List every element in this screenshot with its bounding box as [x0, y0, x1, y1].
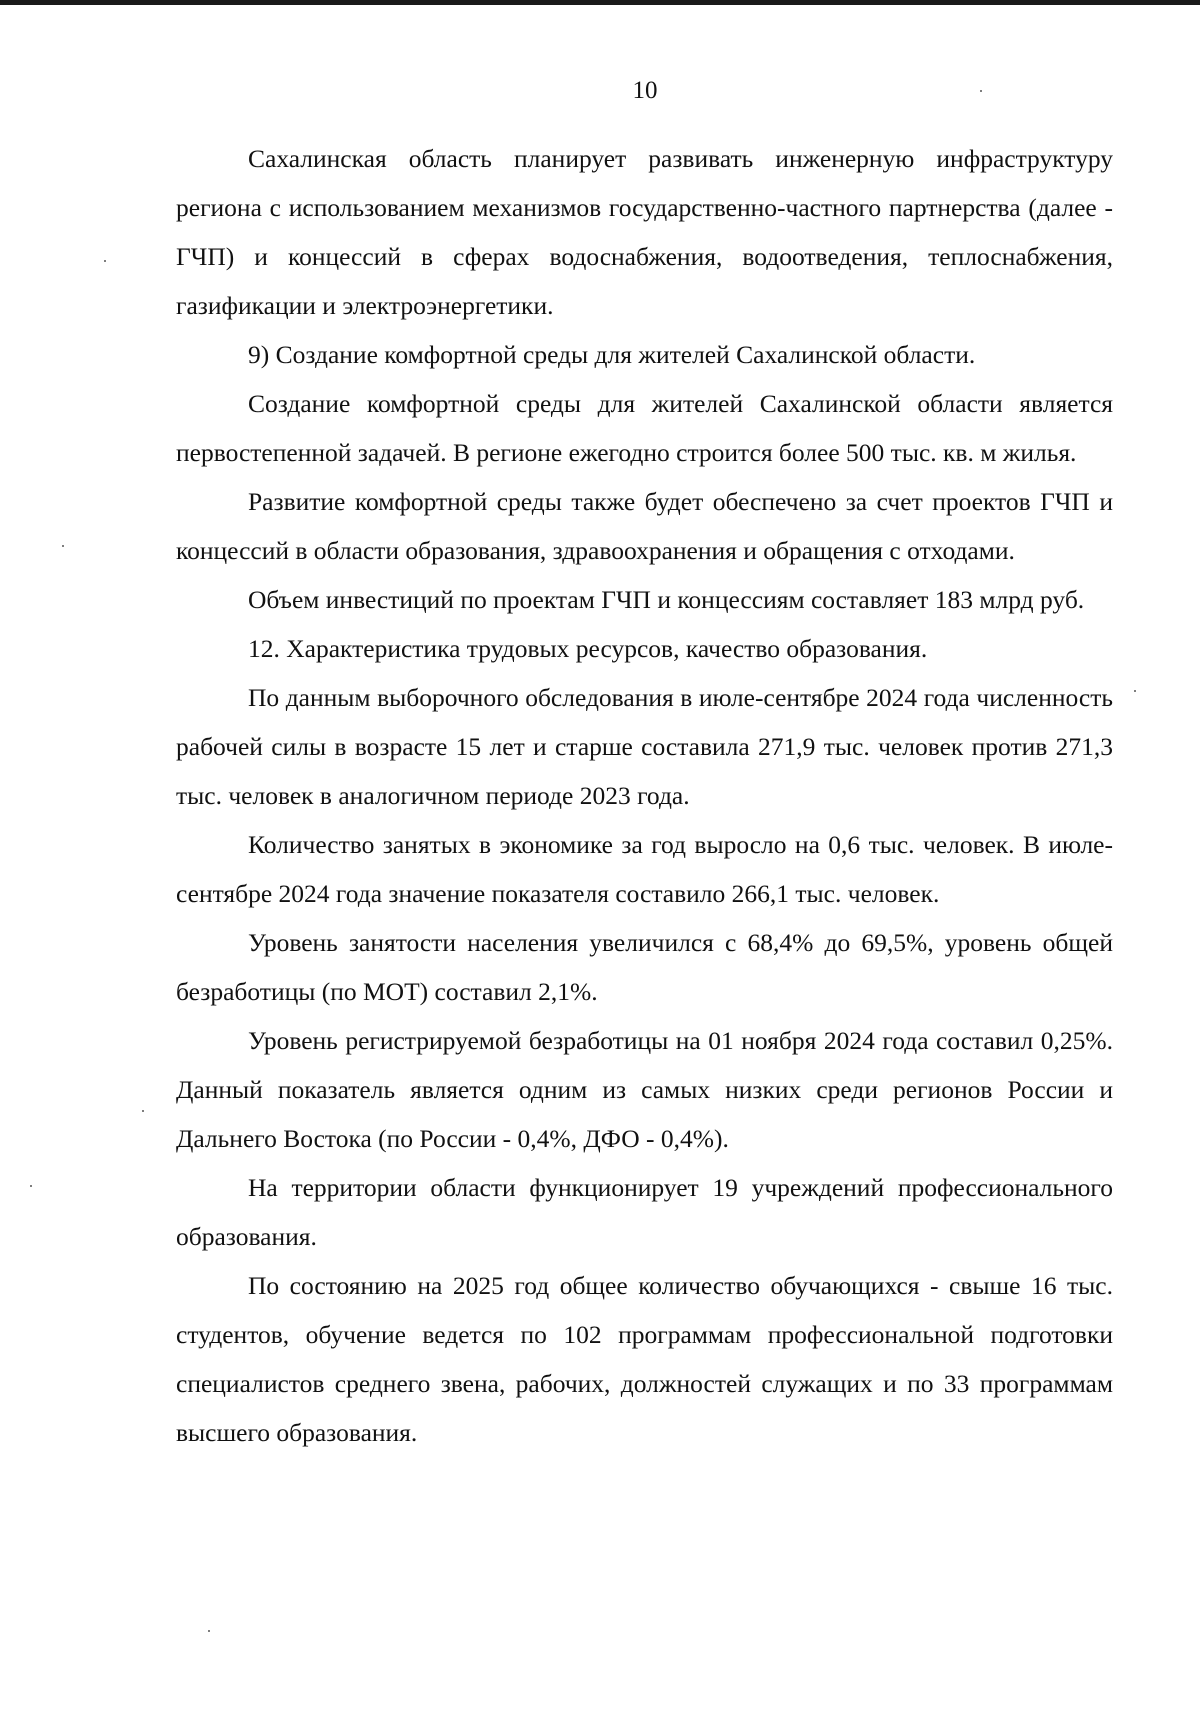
paragraph-section-12-heading: 12. Характеристика трудовых ресурсов, качество образования.: [248, 634, 928, 663]
paragraph-employment-rate: Уровень занятости населения увеличился с 68,4% до 69,5%, уровень общей безработицы (по МОТ) составил 2,1%.: [176, 928, 1113, 1006]
document-body: [176, 134, 1113, 1457]
paragraph-ppp-projects: Развитие комфортной среды также будет обеспечено за счет проектов ГЧП и концессий в области образования, здравоохранения и обращения с отходами.: [176, 487, 1113, 565]
paragraph-students: По состоянию на 2025 год общее количество обучающихся - свыше 16 тыс. студентов, обучение ведется по 102 программам профессиональной подготовки специалистов среднего звена, рабочих, должностей служащих и по 33 программам высшего образования.: [176, 1271, 1113, 1447]
paragraph-infrastructure: Сахалинская область планирует развивать инженерную инфраструктуру региона с использованием механизмов государственно-частного партнерства (далее - ГЧП) и концессий в сферах водоснабжения, водоотведения, теплоснабжения, газификации и электроэнергетики.: [176, 144, 1113, 320]
paragraph-labor-force: По данным выборочного обследования в июле-сентябре 2024 года численность рабочей силы в возрасте 15 лет и старше составила 271,9 тыс. человек против 271,3 тыс. человек в аналогичном периоде 2023 года.: [176, 683, 1113, 810]
scan-top-edge: [0, 0, 1200, 5]
paragraph-employed: Количество занятых в экономике за год выросло на 0,6 тыс. человек. В июле-сентябре 2024 года значение показателя составило 266,1 тыс. человек.: [176, 830, 1113, 908]
paragraph-section-9-heading: 9) Создание комфортной среды для жителей Сахалинской области.: [248, 340, 976, 369]
paragraph-institutions: На территории области функционирует 19 учреждений профессионального образования.: [176, 1173, 1113, 1251]
scan-speck: [208, 1630, 210, 1632]
paragraph-investment-volume: Объем инвестиций по проектам ГЧП и концессиям составляет 183 млрд руб.: [248, 585, 1085, 614]
paragraph-comfortable-environment: Создание комфортной среды для жителей Сахалинской области является первостепенной задачей. В регионе ежегодно строится более 500 тыс. кв. м жилья.: [176, 389, 1113, 467]
paragraph-registered-unemployment: Уровень регистрируемой безработицы на 01 ноября 2024 года составил 0,25%. Данный показатель является одним из самых низких среди регионов России и Дальнего Востока (по России - 0,4%, ДФО - 0,4%).: [176, 1026, 1113, 1153]
scan-speck: [142, 1110, 144, 1112]
scan-speck: [1134, 690, 1136, 692]
scan-speck: [980, 90, 982, 92]
scan-speck: [104, 260, 106, 262]
scan-speck: [62, 545, 64, 547]
page-number: 10: [632, 77, 658, 104]
scan-speck: [30, 1185, 32, 1187]
